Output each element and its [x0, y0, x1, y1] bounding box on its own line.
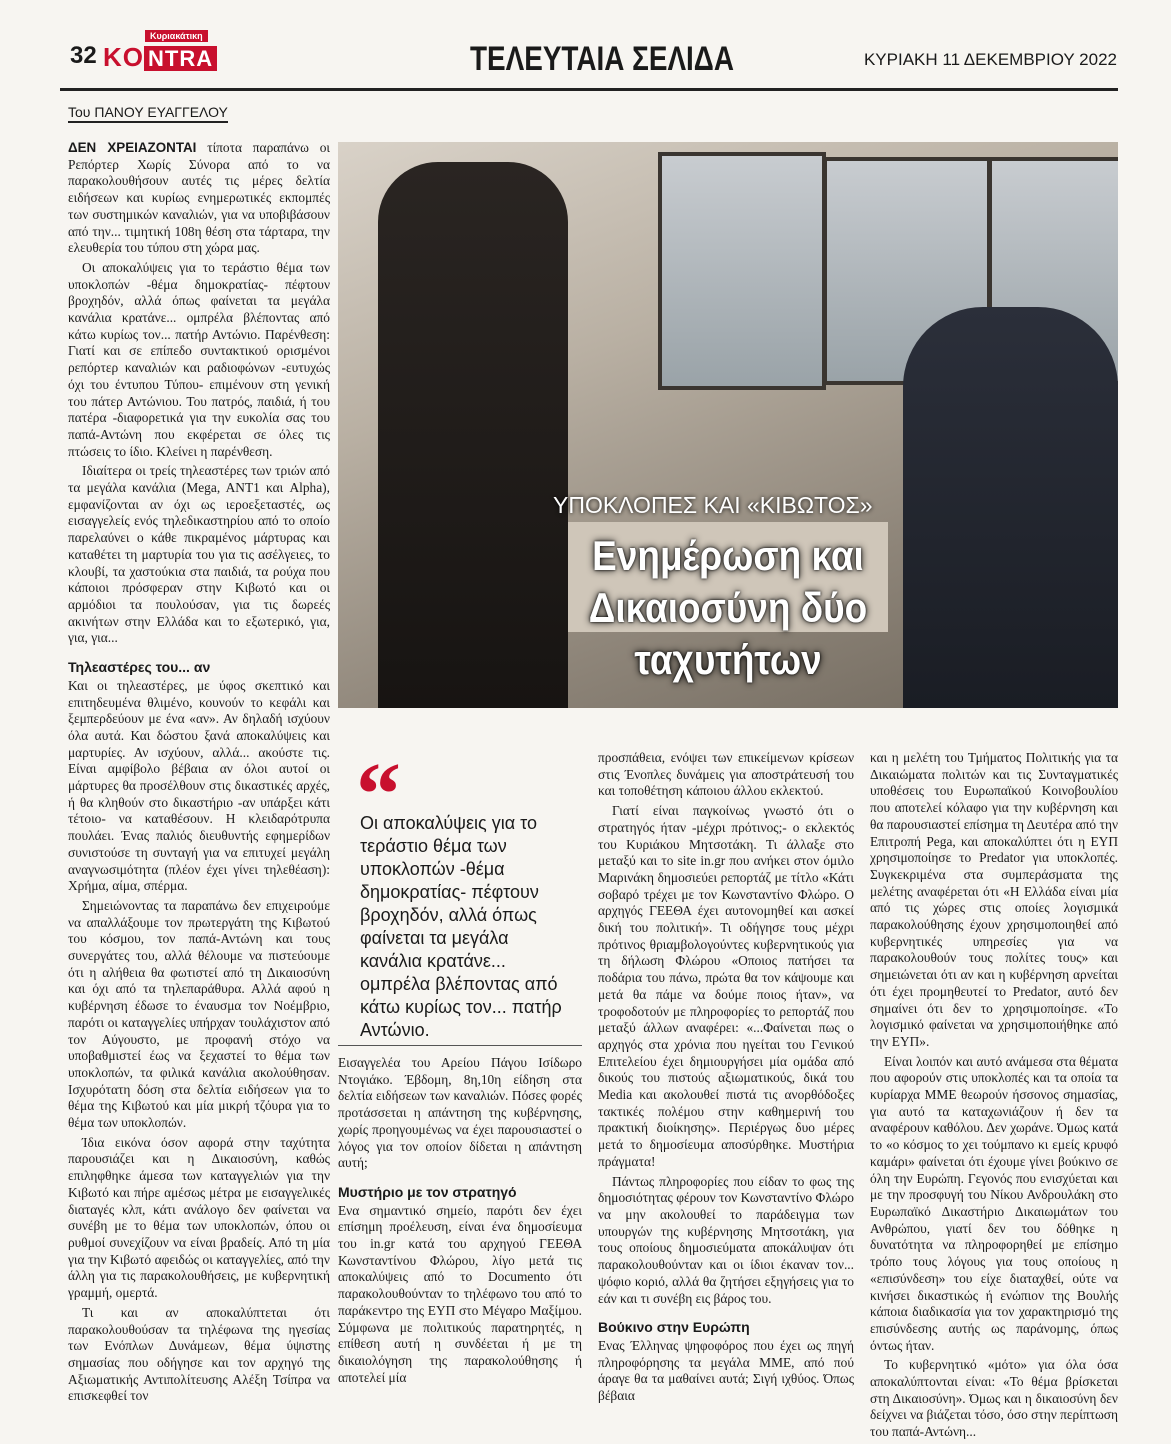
paragraph: Γιατί είναι παγκοίνως γνωστό ότι ο στρατηγός ήταν -μέχρι πρότινος;- ο εκλεκτός του Κυριάκου Μητσοτάκη. Τι άλλαξε στο μεταξύ και το site in.gr που ανήκει στον όμιλο Μαρινάκη δημοσιεύει ρεπορτάζ με τίτλο «Κάτι σοβαρό τρέχει με τον Κωνσταντίνο Φλώρο. Ο αρχηγός ΓΕΕΘΑ έχει αυτονομηθεί και ασκεί δική του πολιτική». Τι οδήγησε τους μέχρι πρότινος θριαμβολογούντες κυβερνητικούς για τη δήλωση Φλώρου «Οποιος πατήσει τα ποδάρια του πάνω, πρώτα θα τον κάψουμε και μετά θα πάμε να δούμε ποιος ήταν», να τροφοδοτούν με πληροφορίες το ρεπορτάζ που μεταξύ άλλων αναφέρει: «...Φαίνεται πως ο αρχηγός στα χρόνια που ηγείται του Γενικού Επιτελείου έχει δημιουργήσει μία ομάδα από δικούς του πιστούς αξιωματικούς, δικά του Media και ακολουθεί πιστά τις ανορθόδοξες τακτικές πολέμου στην καθημερινή του πρακτική διοίκησης». Περιέργως δυο μέρες μετά το δημοσίευμα αποσύρθηκε. Μυστήρια πράγματα!	[598, 803, 854, 1169]
paragraph: Πάντως πληροφορίες που είδαν το φως της δημοσιότητας φέρουν τον Κωνσταντίνο Φλώρο να μην ακολουθεί το παράδειγμα των υπουργών της κυβέρνησης Μητσοτάκη, για τους οποίους δημοσιεύματα αποκάλυψαν ότι παρακολουθούνταν και οι ίδιοι έκαναν τον... ψόφιο κοριό, αλλά θα ζητήσει εξηγήσεις για το εάν και τι συνέβη εις βάρος του.	[598, 1173, 854, 1306]
paragraph: Τι και αν αποκαλύπτεται ότι παρακολουθούσαν τα τηλέφωνα της ηγεσίας των Ενόπλων Δυνάμεων, θέμα ύψιστης σημασίας που οδήγησε και τον αρχηγό της Αξιωματικής Αντιπολίτευσης Αλέξη Τσίπρα να επισκεφθεί τον	[68, 1304, 330, 1404]
paragraph: Οι αποκαλύψεις για το τεράστιο θέμα των υποκλοπών -θέμα δημοκρατίας- πέφτουν βροχηδόν, αλλά όπως φαίνεται τα μεγάλα κανάλια κρατάνε... ομπρέλα βλέποντας από κάτω κυρίως τον... πατήρ Αντώνιο. Παρένθεση: Γιατί και σε επίπεδο συντακτικού ορισμένοι ρεπόρτερ καναλιών και ραδιοφώνων -ευτυχώς όχι του έντυπου Τύπου- επιμένουν στη γενική του πάτερ Αντώνιου. Του πατρός, παιδιά, ή του πατέρα -διαφορετικά για την ευκολία σας του παπά-Αντώνη που εκφέρεται σε όλες τις πτώσεις το ίδιο. Κλείνει η παρένθεση.	[68, 259, 330, 459]
headline-kicker: ΥΠΟΚΛΟΠΕΣ ΚΑΙ «ΚΙΒΩΤΟΣ»	[553, 492, 873, 518]
paragraph: Ενα σημαντικό σημείο, παρότι δεν έχει επίσημη προέλευση, είναι ένα δημοσίευμα του in.gr κατά του αρχηγού ΓΕΕΘΑ Κωνσταντίνου Φλώρου, λίγο μετά τις αποκαλύψεις από το Documento ότι παρακολουθούνταν το τηλέφωνο του από το παράκεντρο της ΕΥΠ στο Μέγαρο Μαξίμου. Σύμφωνα με πολιτικούς παρατηρητές, η επίθεση αυτή η συνδέεται ή με τη δικαιολόγηση της παρακολούθησης ή αποτελεί μία	[338, 1202, 582, 1385]
article-column-4	[870, 750, 1118, 1444]
speaker-figure	[903, 307, 1118, 708]
subheading: Βούκινο στην Ευρώπη	[598, 1319, 750, 1336]
lead-words: ΔΕΝ ΧΡΕΙΑΖΟΝΤΑΙ	[68, 140, 197, 155]
section-title: ΤΕΛΕΥΤΑΙΑ ΣΕΛΙΔΑ	[470, 40, 734, 78]
page-number: 32	[70, 42, 97, 69]
quote-mark-icon: “	[356, 745, 401, 844]
window	[658, 152, 826, 390]
lead-photo	[338, 142, 1118, 708]
paragraph: Και οι τηλεαστέρες, με ύφος σκεπτικό και επιτηδευμένα θλιμένο, κουνούν το κεφάλι και ξεμπερδεύουν με ένα «αν». Αν δηλαδή ισχύουν όλα αυτά. Και δώστου ξανά αποκαλύψεις και μαρτυρίες. Αν ισχύουν, αλλά... ακούστε τις. Είναι αμφίβολο βέβαια αν όλοι αυτοί οι μάρτυρες θα προσέλθουν στις δικαστικές αρχές, ή θα κληθούν στο δικαστήριο -αν υπάρξει κάτι τέτοιο- να καταθέσουν. Η κλειδαρότρυπα πουλάει. Ένας παλιός διευθυντής εφημερίδων συνιστούσε τη συνταγή για να επιτυχεί μεγάλη αναγνωσιμότητα (πλέον έχει γίνει τηλεθέαση): Χρήμα, αίμα, σπέρμα.	[68, 677, 330, 894]
quote-divider	[338, 1045, 582, 1046]
kontra-logo	[103, 32, 243, 74]
logo-wordmark	[103, 42, 217, 73]
logo-ko: KO	[103, 42, 144, 72]
paragraph: και η μελέτη του Τμήματος Πολιτικής για τα Δικαιώματα πολιτών και τις Συνταγματικές υποθέσεις του Ευρωπαϊκού Κοινοβουλίου που αποτελεί κόλαφο για την κυβέρνηση και θα παρουσιαστεί επίσημα τη Δευτέρα από την Επιτροπή Pega, και αποκαλύπτει ότι η ΕΥΠ χρησιμοποίησε το Predator για υποκλοπές. Συγκεκριμένα στα συμπεράσματα της μελέτης αναφέρεται ότι «Η Ελλάδα είναι μία από τις χώρες στις οποίες λογισμικά παρακολούθησης έχουν χρησιμοποιηθεί από κυβερνητικές υπηρεσίες για να παρακολουθούν τους πολίτες τους» και σημειώνεται ότι αν και η κυβέρνηση αρνείται ότι έχει προμηθευτεί το Predator, αυτό δεν σημαίνει ότι δεν το χρησιμοποίησε. «Το λογισμικό φαίνεται να χρησιμοποιήθηκε από την ΕΥΠ».	[870, 750, 1118, 1049]
paragraph-text: τίποτα παραπάνω οι Ρεπόρτερ Χωρίς Σύνορα από το να παρακολουθήσουν αυτές τις μέρες δελτία ειδήσεων και κυρίως ενημερωτικές εκπομπές των συστημικών καναλιών, για να υποβιβάσουν από την... τιμητική 108η θέση στα τάρταρα, την ελευθερία του τύπου στη χώρα μας.	[68, 140, 330, 256]
paragraph: Το κυβερνητικό «μότο» για όλα όσα αποκαλύπτονται είναι: «Το θέμα βρίσκεται στη Δικαιοσύνη». Όμως και η δικαιοσύνη δεν δείχνει να βιάζεται τόσο, όσο στην περίπτωση του παπά-Αντώνη...	[870, 1357, 1118, 1440]
paragraph: Είναι λοιπόν και αυτό ανάμεσα στα θέματα που αφορούν στις υποκλοπές και τα οποία τα κυρίαρχα ΜΜΕ θεωρούν ήσσονος σημασίας, για αυτό τα καταχωνιάζουν ή δεν τα αναφέρουν καθόλου. Δεν χωράνε. Όμως κατά το «ο κόσμος το χει τούμπανο κι εμείς κρυφό καμάρι» φαίνεται ότι έχουμε γίνει βούκινο σε όλη την Ευρώπη. Γεγονός που ενισχύεται και με την προσφυγή του Νίκου Ανδρουλάκη στο Ευρωπαϊκό Δικαστήριο Δικαιωμάτων του Ανθρώπου, γιατί δεν του δόθηκε η δυνατότητα να πληροφορηθεί με επίσημο τρόπο τους λόγους για τους οποίους η «επισύνδεση» του είχε διαταχθεί, ούτε να κινήσει δικαστικώς ή ενώπιον της Βουλής κάποια διαδικασία για τον χαρακτηρισμό της επισύνδεσης αυτής ως παράνομης, όπως όντως ήταν.	[870, 1053, 1118, 1353]
paragraph	[68, 140, 330, 257]
article-column-2	[338, 1055, 582, 1389]
paragraph: Ίδια εικόνα όσον αφορά στην ταχύτητα παρουσιάζει και η Δικαιοσύνη, καθώς επιληφθηκε άμεσα των καταγγελιών για την Κιβωτό και πήρε αμέσως μέτρα με εισαγγελικές διαταγές κλπ, κάτι ανάλογο δεν φαίνεται να συνέβη με το θέμα των υποκλοπών, όπου οι ρυθμοί συνεχίζουν να είναι βραδείς. Από τη μία για την Κιβωτό αφειδώς οι καταγγελίες, από την άλλη για τις παρακολουθήσεις, με κυβερνητική γραμμή, ομερτά.	[68, 1134, 330, 1301]
paragraph: προσπάθεια, ενόψει των επικείμενων κρίσεων στις Ένοπλες δυνάμεις για αποστράτευσή του και τοποθέτηση κάποιου άλλου εκλεκτού.	[598, 750, 854, 799]
page-header	[0, 0, 1171, 100]
priest-figure	[378, 162, 568, 708]
headline-title: Ενημέρωση και Δικαιοσύνη δύο ταχυτήτων	[588, 532, 868, 683]
byline: Του ΠΑΝΟΥ ΕΥΑΓΓΕΛΟΥ	[68, 104, 228, 123]
paragraph: Ιδιαίτερα οι τρείς τηλεαστέρες των τριών από τα μεγάλα κανάλια (Mega, ANT1 και Alpha), εμφανίζονται αν όχι ως ιεροεξεταστές, ως εισαγγελείς ενός τηλεδικαστηρίου από το οποίο παρελαύνει ο κάθε πικραμένος μάρτυρας και καταθέτει τη μαρτυρία του για τις ασέλγειες, το κλουβί, τα χαστούκια στα παιδιά, τα ρούχα που κάποιοι πρόσφεραν στην Κιβωτό και οι αρμόδιοι τα πουλούσαν, για τις δωρεές ακινήτων στην Ελλάδα και το εξωτερικό, για, για, για...	[68, 463, 330, 646]
pull-quote-text: Οι αποκαλύψεις για το τεράστιο θέμα των υποκλοπών -θέμα δημοκρατίας- πέφτουν βροχηδόν, αλλά όπως φαίνεται τα μεγάλα κανάλια κρατάνε... ομπρέλα βλέποντας από κάτω κυρίως τον... πατήρ Αντώνιο.	[360, 813, 562, 1040]
logo-ntra: NTRA	[144, 46, 217, 71]
logo-subtitle: Κυριακάτικη	[145, 30, 208, 42]
header-rule	[60, 88, 1118, 91]
subheading: Μυστήριο με τον στρατηγό	[338, 1183, 517, 1200]
paragraph: Εισαγγελέα του Αρείου Πάγου Ισίδωρο Ντογιάκο. Έβδομη, 8η,10η είδηση στα δελτία ειδήσεων των καναλιών. Πόσες φορές προτάσσεται η απάντηση της κυβέρνησης, χωρίς προηγουμένως να έχει παρουσιαστεί ο λόγος για τον οποίον δίδεται η απάντηση αυτή;	[338, 1055, 582, 1171]
paragraph: Ενας Έλληνας ψηφοφόρος που έχει ως πηγή πληροφόρησης τα μεγάλα ΜΜΕ, από πού άραγε θα τα μαθαίνει αυτά; Σιγή ιχθύος. Όπως βέβαια	[598, 1337, 854, 1404]
paragraph: Σημειώνοντας τα παραπάνω δεν επιχειρούμε να απαλλάξουμε τον πρωτεργάτη της Κιβωτού του κόσμου, τον παπά-Αντώνη και τους συνεργάτες του, αλλά θέλουμε να πιστεύουμε ότι η αλήθεια θα φωτιστεί από τη Δικαιοσύνη και όχι από τα τηλεπαράθυρα. Αλλά αφού η κυβέρνηση έδωσε το έναυσμα τον Νοέμβριο, παρότι οι καταγγελίες υπήρχαν τουλάχιστον από τον Αύγουστο, με προφανή στόχο να υποβαθμιστεί έως να ξεχαστεί το θέμα των υποκλοπών, τα φιλικά κανάλια ακολούθησαν. Ισχυρότατη δόση στα δελτία ειδήσεων για το θέμα της Κιβωτού και μία μικρή τζόυρα για το θέμα των υποκλοπών.	[68, 897, 330, 1131]
issue-date: ΚΥΡΙΑΚΗ 11 ΔΕΚΕΜΒΡΙΟΥ 2022	[863, 50, 1117, 69]
subheading: Τηλεαστέρες του... αν	[68, 659, 211, 676]
article-column-3	[598, 750, 854, 1408]
article-column-1	[68, 140, 330, 1408]
pull-quote	[338, 745, 582, 1040]
